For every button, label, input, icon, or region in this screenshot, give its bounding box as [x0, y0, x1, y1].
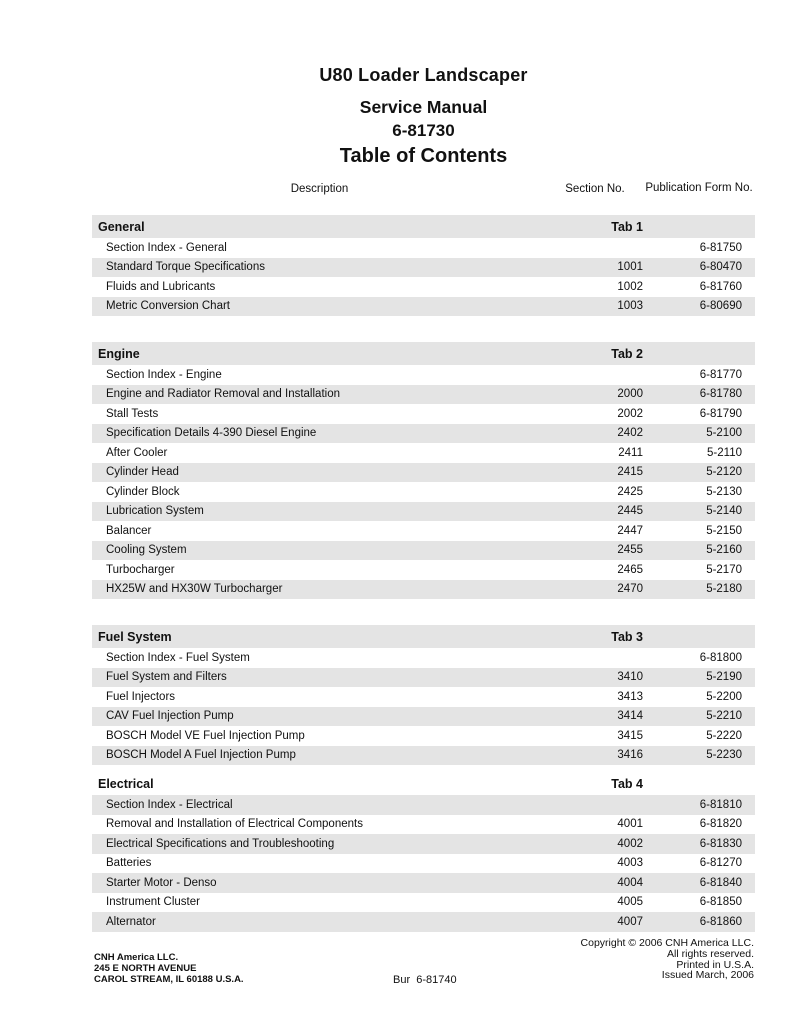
- toc-row-section-no: 3413: [617, 690, 643, 703]
- toc-row: [92, 443, 755, 463]
- toc-row-publication-no: 5-2130: [706, 485, 742, 498]
- toc-row-publication-no: 6-81810: [699, 798, 742, 811]
- toc-row-section-no: 2425: [617, 485, 643, 498]
- toc-row: [92, 707, 755, 727]
- toc-row-publication-no: 5-2150: [706, 524, 742, 537]
- toc-column-headers: [92, 172, 755, 206]
- toc-row-description: Standard Torque Specifications: [106, 261, 265, 274]
- toc-section-electrical: [92, 772, 755, 932]
- toc-section-header: [92, 772, 755, 795]
- toc-title: Table of Contents: [339, 145, 508, 167]
- toc-section-name: General: [98, 219, 145, 234]
- toc-row-publication-no: 6-81830: [699, 837, 742, 850]
- toc-row-description: Batteries: [106, 857, 152, 870]
- toc-section-name: Engine: [98, 346, 140, 361]
- toc-row: [92, 482, 755, 502]
- toc-row-publication-no: 6-81270: [699, 857, 742, 870]
- toc-row-description: BOSCH Model VE Fuel Injection Pump: [106, 729, 305, 742]
- toc-row-description: Specification Details 4-390 Diesel Engine: [106, 427, 317, 440]
- toc-row-publication-no: 5-2230: [706, 749, 742, 762]
- toc-row-section-no: 1001: [617, 261, 643, 274]
- toc-row-section-no: 3410: [617, 671, 643, 684]
- toc-row-section-no: 2402: [617, 427, 643, 440]
- column-header-section-no: Section No.: [565, 183, 625, 195]
- toc-row: [92, 297, 755, 317]
- toc-row-publication-no: 5-2180: [706, 583, 742, 596]
- column-header-description: Description: [290, 183, 349, 195]
- toc-row: [92, 873, 755, 893]
- toc-section-fuel-system: [92, 625, 755, 765]
- issued-line: Issued March, 2006: [661, 969, 754, 982]
- toc-row-publication-no: 6-81850: [699, 896, 742, 909]
- toc-row-description: Balancer: [106, 524, 152, 537]
- toc-row: [92, 746, 755, 766]
- toc-row-publication-no: 6-81760: [699, 280, 742, 293]
- toc-section-header: [92, 625, 755, 648]
- toc-row: [92, 580, 755, 600]
- toc-row-description: Cylinder Head: [106, 466, 179, 479]
- toc-row: [92, 726, 755, 746]
- toc-row: [92, 893, 755, 913]
- toc-row-description: CAV Fuel Injection Pump: [106, 710, 234, 723]
- toc-row-description: Removal and Installation of Electrical Components: [106, 818, 363, 831]
- manual-number: 6-81730: [392, 121, 455, 140]
- toc-row: [92, 687, 755, 707]
- toc-row-description: Cooling System: [106, 544, 187, 557]
- publisher-name: CNH America LLC.: [94, 952, 179, 963]
- toc-row-section-no: 2455: [617, 544, 643, 557]
- toc-section-tab: Tab 1: [611, 219, 643, 234]
- toc-row-description: Starter Motor - Denso: [106, 876, 217, 889]
- toc-row: [92, 834, 755, 854]
- toc-row-description: Section Index - General: [106, 241, 227, 254]
- toc-row-section-no: 4001: [617, 818, 643, 831]
- toc-row: [92, 668, 755, 688]
- toc-row-publication-no: 5-2160: [706, 544, 742, 557]
- toc-row-description: BOSCH Model A Fuel Injection Pump: [106, 749, 296, 762]
- toc-row: [92, 365, 755, 385]
- toc-row: [92, 541, 755, 561]
- printed-line: Printed in U.S.A.: [676, 958, 754, 971]
- toc-row-description: After Cooler: [106, 446, 168, 459]
- toc-row-description: Alternator: [106, 915, 156, 928]
- toc-row-section-no: 4005: [617, 896, 643, 909]
- toc-row-description: Section Index - Engine: [106, 368, 222, 381]
- toc-row-publication-no: 5-2120: [706, 466, 742, 479]
- toc-section-tab: Tab 2: [611, 346, 643, 361]
- toc-section-tab: Tab 3: [611, 629, 643, 644]
- toc-row-publication-no: 5-2190: [706, 671, 742, 684]
- rights-line: All rights reserved.: [667, 947, 754, 960]
- toc-row-section-no: 1002: [617, 280, 643, 293]
- toc-row-publication-no: 6-81800: [699, 651, 742, 664]
- toc-row-section-no: 2445: [617, 505, 643, 518]
- toc-row-section-no: 2002: [617, 407, 643, 420]
- toc-row-section-no: 2465: [617, 563, 643, 576]
- toc-row-description: HX25W and HX30W Turbocharger: [106, 583, 283, 596]
- toc-row-publication-no: 5-2140: [706, 505, 742, 518]
- toc-row-description: Metric Conversion Chart: [106, 300, 230, 313]
- toc-row-description: Section Index - Electrical: [106, 798, 233, 811]
- copyright-block: [581, 938, 754, 981]
- toc-row: [92, 815, 755, 835]
- toc-row-section-no: 2470: [617, 583, 643, 596]
- column-header-publication-form: Publication Form No.: [645, 182, 753, 195]
- toc-row: [92, 258, 755, 278]
- toc-row: [92, 795, 755, 815]
- toc-row-section-no: 2447: [617, 524, 643, 537]
- publisher-address: [94, 952, 244, 985]
- toc-row-description: Section Index - Fuel System: [106, 651, 250, 664]
- toc-row-publication-no: 5-2220: [706, 729, 742, 742]
- toc-row: [92, 502, 755, 522]
- toc-row: [92, 521, 755, 541]
- toc-row-section-no: 4002: [617, 837, 643, 850]
- toc-row-description: Turbocharger: [106, 563, 175, 576]
- product-title: U80 Loader Landscaper: [319, 65, 528, 85]
- toc-row-description: Electrical Specifications and Troubleshooting: [106, 837, 335, 850]
- toc-row-description: Fluids and Lubricants: [106, 280, 216, 293]
- bur-number: Bur 6-81740: [393, 974, 457, 986]
- toc-row: [92, 385, 755, 405]
- toc-row: [92, 648, 755, 668]
- toc-row-section-no: 3416: [617, 749, 643, 762]
- toc-row-section-no: 3414: [617, 710, 643, 723]
- toc-row-section-no: 4003: [617, 857, 643, 870]
- toc-row: [92, 912, 755, 932]
- toc-row-description: Fuel System and Filters: [106, 671, 227, 684]
- toc-section-header: [92, 342, 755, 365]
- toc-row: [92, 424, 755, 444]
- toc-row-publication-no: 6-80470: [699, 261, 742, 274]
- toc-row-publication-no: 5-2210: [706, 710, 742, 723]
- toc-row: [92, 560, 755, 580]
- toc-section-header: [92, 215, 755, 238]
- toc-row-section-no: 1003: [617, 300, 643, 313]
- toc-section-name: Electrical: [98, 776, 154, 791]
- toc-section-name: Fuel System: [98, 629, 172, 644]
- toc-row-section-no: 2411: [618, 446, 643, 459]
- toc-row-section-no: 2415: [617, 466, 643, 479]
- toc-row-publication-no: 5-2110: [707, 446, 742, 459]
- toc-row-publication-no: 6-81860: [699, 915, 742, 928]
- manual-type-title: Service Manual: [359, 97, 488, 117]
- toc-row-description: Lubrication System: [106, 505, 204, 518]
- copyright-line: Copyright © 2006 CNH America LLC.: [580, 937, 754, 949]
- toc-row-description: Fuel Injectors: [106, 690, 176, 703]
- publisher-city: CAROL STREAM, IL 60188 U.S.A.: [94, 974, 244, 985]
- toc-row-section-no: 3415: [617, 729, 643, 742]
- toc-row: [92, 404, 755, 424]
- toc-row-publication-no: 5-2200: [706, 690, 742, 703]
- toc-row-publication-no: 6-81750: [699, 241, 742, 254]
- toc-row-publication-no: 6-81840: [699, 876, 742, 889]
- toc-row-description: Engine and Radiator Removal and Installation: [106, 388, 340, 401]
- toc-row: [92, 854, 755, 874]
- toc-row-publication-no: 5-2100: [706, 427, 742, 440]
- toc-row: [92, 277, 755, 297]
- toc-row-description: Instrument Cluster: [106, 896, 200, 909]
- toc-row-publication-no: 5-2170: [706, 563, 742, 576]
- toc-row-section-no: 4004: [617, 876, 643, 889]
- toc-row-description: Stall Tests: [106, 407, 159, 420]
- publisher-street: 245 E NORTH AVENUE: [94, 963, 197, 974]
- toc-row-section-no: 4007: [617, 915, 643, 928]
- toc-row-publication-no: 6-81770: [699, 368, 742, 381]
- toc-section-engine: [92, 342, 755, 599]
- toc-row: [92, 238, 755, 258]
- toc-row: [92, 463, 755, 483]
- toc-table: [92, 215, 755, 932]
- toc-row-section-no: 2000: [617, 388, 643, 401]
- toc-row-publication-no: 6-81790: [699, 407, 742, 420]
- toc-row-publication-no: 6-81820: [699, 818, 742, 831]
- toc-section-general: [92, 215, 755, 316]
- toc-row-publication-no: 6-80690: [699, 300, 742, 313]
- toc-row-description: Cylinder Block: [106, 485, 180, 498]
- toc-section-tab: Tab 4: [611, 776, 643, 791]
- toc-row-publication-no: 6-81780: [699, 388, 742, 401]
